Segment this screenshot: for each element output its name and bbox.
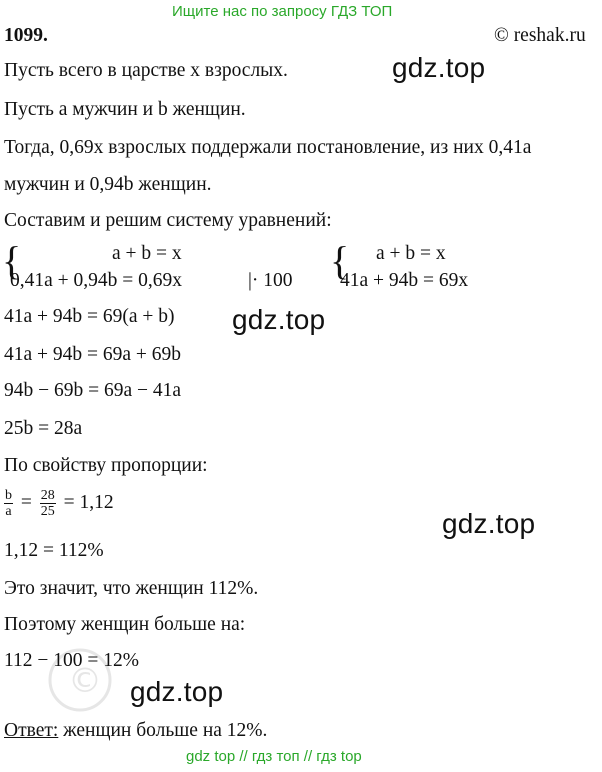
line-support: Тогда, 0,69x взрослых поддержали постановление, из них 0,41a [4, 137, 532, 158]
search-hint: Ищите нас по запросу ГДЗ ТОП [172, 3, 393, 20]
system1-eq-top: a + b = x [112, 243, 182, 264]
fraction-28-over-25: $\frac{28}{25}$ [40, 488, 55, 519]
answer-label: Ответ: [4, 720, 59, 741]
svg-text:©: © [68, 661, 102, 701]
equation-percent: 1,12 = 112% [4, 540, 104, 561]
proportion-label: По свойству пропорции: [4, 455, 208, 476]
equation-1: 41a + 94b = 69(a + b) [4, 306, 175, 327]
equation-4: 25b = 28a [4, 418, 83, 439]
watermark: gdz.top [442, 508, 536, 539]
meaning-line: Это значит, что женщин 112%. [4, 578, 259, 599]
system1-multiplier: |· 100 [248, 270, 293, 291]
copyright-label: © reshak.ru [494, 25, 586, 46]
answer-line [4, 720, 267, 742]
line-men-women: Пусть a мужчин и b женщин. [4, 99, 246, 120]
fraction-line: $\frac{b}{a}$ = $\frac{28}{25}$ = 1,12 [5, 488, 114, 519]
equation-2: 41a + 94b = 69a + 69b [4, 344, 182, 365]
system2-eq-bottom: 41a + 94b = 69x [340, 270, 469, 291]
watermark: gdz.top [392, 52, 486, 83]
system2-eq-top: a + b = x [376, 243, 446, 264]
line-support-cont: мужчин и 0,94b женщин. [4, 174, 212, 195]
line-adults: Пусть всего в царстве x взрослых. [4, 60, 288, 81]
task-number: 1099. [4, 25, 48, 46]
line-system-intro: Составим и решим систему уравнений: [4, 210, 332, 231]
fraction-b-over-a: $\frac{b}{a}$ [5, 488, 12, 519]
watermark: gdz.top [130, 676, 224, 707]
equation-difference: 112 − 100 = 12% [4, 650, 140, 671]
system-brace-right: { [330, 238, 350, 283]
equation-3: 94b − 69b = 69a − 41a [4, 380, 182, 401]
fraction-result: = 1,12 [63, 491, 114, 513]
more-line: Поэтому женщин больше на: [4, 614, 246, 635]
system1-eq-bottom: 0,41a + 0,94b = 0,69x [10, 270, 183, 291]
watermark: gdz.top [232, 304, 326, 335]
answer-text: женщин больше на 12%. [58, 720, 268, 741]
footer-links[interactable]: gdz top // гдз топ // гдз top [186, 748, 362, 765]
system-brace-left: { [2, 238, 22, 283]
